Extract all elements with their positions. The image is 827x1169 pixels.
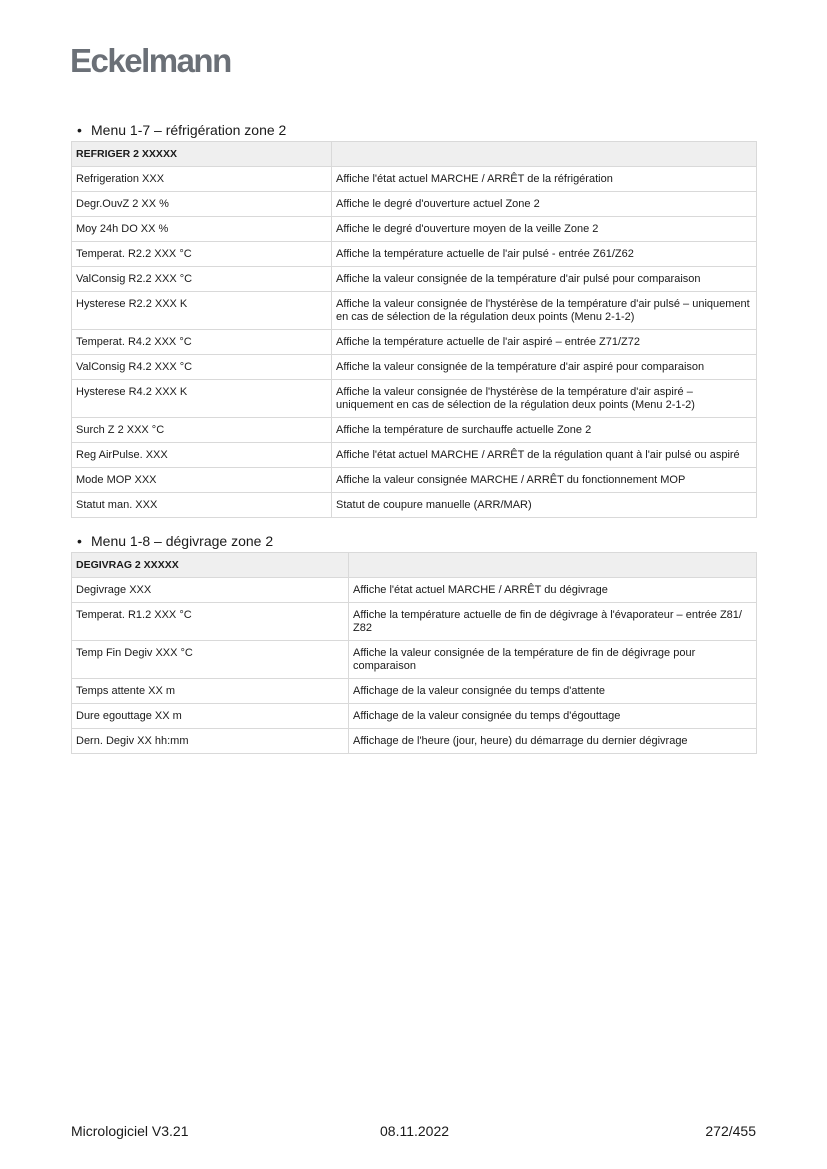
table-row bbox=[72, 380, 757, 418]
table-row bbox=[72, 418, 757, 443]
cell-label: ValConsig R4.2 XXX °C bbox=[72, 355, 332, 380]
table-header-row bbox=[72, 142, 757, 167]
cell-description: Affiche l'état actuel MARCHE / ARRÊT de la réfrigération bbox=[332, 167, 757, 192]
table-header-row bbox=[72, 553, 757, 578]
header-cell-description bbox=[332, 142, 757, 167]
table-row bbox=[72, 267, 757, 292]
table-row bbox=[72, 603, 757, 641]
cell-label: Reg AirPulse. XXX bbox=[72, 443, 332, 468]
section-heading-text: Menu 1-8 – dégivrage zone 2 bbox=[91, 533, 274, 549]
header-cell-label: DEGIVRAG 2 XXXXX bbox=[72, 553, 349, 578]
header-cell-label: REFRIGER 2 XXXXX bbox=[72, 142, 332, 167]
cell-description: Statut de coupure manuelle (ARR/MAR) bbox=[332, 493, 757, 518]
table-row bbox=[72, 729, 757, 754]
menu-1-8-table bbox=[71, 552, 757, 754]
table-row bbox=[72, 292, 757, 330]
table-row bbox=[72, 217, 757, 242]
cell-label: Temperat. R2.2 XXX °C bbox=[72, 242, 332, 267]
cell-description: Affiche la valeur consignée de l'hystérèse de la température d'air aspiré – uniquement en cas de sélection de la régulation deux points (Menu 2-1-2) bbox=[332, 380, 757, 418]
bullet-icon: • bbox=[77, 122, 82, 138]
table-row bbox=[72, 355, 757, 380]
cell-label: Temp Fin Degiv XXX °C bbox=[72, 641, 349, 679]
cell-label: Dure egouttage XX m bbox=[72, 704, 349, 729]
header-cell-description bbox=[349, 553, 757, 578]
cell-label: Degivrage XXX bbox=[72, 578, 349, 603]
cell-label: Dern. Degiv XX hh:mm bbox=[72, 729, 349, 754]
table-row bbox=[72, 330, 757, 355]
cell-label: Moy 24h DO XX % bbox=[72, 217, 332, 242]
footer-date: 08.11.2022 bbox=[380, 1123, 450, 1139]
cell-label: Temps attente XX m bbox=[72, 679, 349, 704]
bullet-icon: • bbox=[77, 533, 82, 549]
cell-description: Affiche la température actuelle de l'air pulsé - entrée Z61/Z62 bbox=[332, 242, 757, 267]
cell-description: Affichage de la valeur consignée du temps d'égouttage bbox=[349, 704, 757, 729]
table-row bbox=[72, 679, 757, 704]
cell-label: Temperat. R1.2 XXX °C bbox=[72, 603, 349, 641]
cell-description: Affichage de la valeur consignée du temps d'attente bbox=[349, 679, 757, 704]
section-heading-text: Menu 1-7 – réfrigération zone 2 bbox=[91, 122, 287, 138]
cell-description: Affiche l'état actuel MARCHE / ARRÊT du dégivrage bbox=[349, 578, 757, 603]
cell-label: Degr.OuvZ 2 XX % bbox=[72, 192, 332, 217]
cell-label: Mode MOP XXX bbox=[72, 468, 332, 493]
cell-description: Affiche la valeur consignée de la température de fin de dégivrage pour comparaison bbox=[349, 641, 757, 679]
cell-description: Affiche la température actuelle de l'air aspiré – entrée Z71/Z72 bbox=[332, 330, 757, 355]
cell-description: Affiche l'état actuel MARCHE / ARRÊT de la régulation quant à l'air pulsé ou aspiré bbox=[332, 443, 757, 468]
cell-label: Statut man. XXX bbox=[72, 493, 332, 518]
table-row bbox=[72, 192, 757, 217]
table-row bbox=[72, 167, 757, 192]
section-heading bbox=[71, 532, 756, 550]
cell-description: Affiche la valeur consignée de la température d'air aspiré pour comparaison bbox=[332, 355, 757, 380]
cell-label: Hysterese R4.2 XXX K bbox=[72, 380, 332, 418]
cell-label: Hysterese R2.2 XXX K bbox=[72, 292, 332, 330]
section-heading bbox=[71, 121, 756, 139]
cell-description: Affiche la température de surchauffe actuelle Zone 2 bbox=[332, 418, 757, 443]
table-row bbox=[72, 493, 757, 518]
cell-label: Temperat. R4.2 XXX °C bbox=[72, 330, 332, 355]
table-row bbox=[72, 468, 757, 493]
table-row bbox=[72, 704, 757, 729]
footer-firmware-version: Micrologiciel V3.21 bbox=[71, 1123, 189, 1139]
cell-label: ValConsig R2.2 XXX °C bbox=[72, 267, 332, 292]
cell-description: Affiche la température actuelle de fin de dégivrage à l'évaporateur – entrée Z81/ Z82 bbox=[349, 603, 757, 641]
cell-description: Affiche le degré d'ouverture actuel Zone 2 bbox=[332, 192, 757, 217]
table-row bbox=[72, 242, 757, 267]
company-logo: Eckelmann bbox=[70, 42, 231, 79]
footer-page-number: 272/455 bbox=[705, 1123, 756, 1139]
menu-1-7-table bbox=[71, 141, 757, 518]
cell-description: Affiche la valeur consignée de l'hystérèse de la température d'air pulsé – uniquement en cas de sélection de la régulation deux points (Menu 2-1-2) bbox=[332, 292, 757, 330]
cell-label: Refrigeration XXX bbox=[72, 167, 332, 192]
cell-label: Surch Z 2 XXX °C bbox=[72, 418, 332, 443]
table-row bbox=[72, 641, 757, 679]
menu-1-8-section bbox=[71, 532, 756, 754]
cell-description: Affichage de l'heure (jour, heure) du démarrage du dernier dégivrage bbox=[349, 729, 757, 754]
menu-1-7-section bbox=[71, 121, 756, 518]
table-row bbox=[72, 578, 757, 603]
cell-description: Affiche la valeur consignée MARCHE / ARRÊT du fonctionnement MOP bbox=[332, 468, 757, 493]
cell-description: Affiche la valeur consignée de la température d'air pulsé pour comparaison bbox=[332, 267, 757, 292]
cell-description: Affiche le degré d'ouverture moyen de la veille Zone 2 bbox=[332, 217, 757, 242]
table-row bbox=[72, 443, 757, 468]
